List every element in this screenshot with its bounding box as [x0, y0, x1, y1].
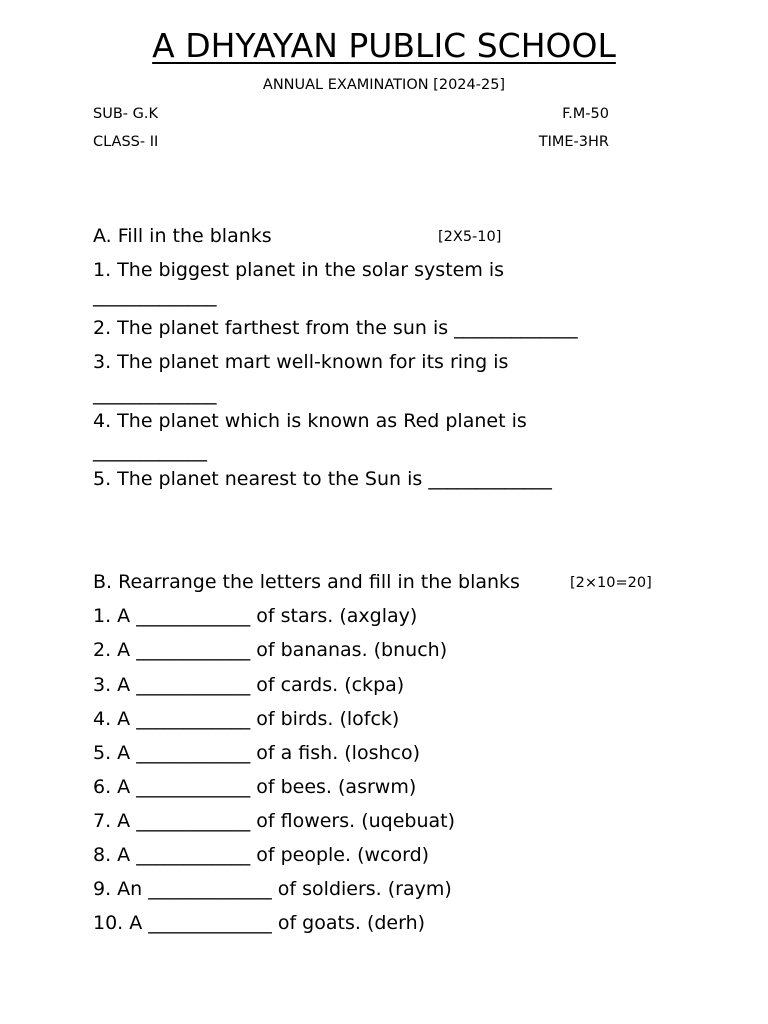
- section-b-line: 7. A ____________ of flowers. (uqebuat): [93, 810, 456, 832]
- section-a-line: 2. The planet farthest from the sun is _____________: [93, 317, 578, 339]
- section-a-line: 4. The planet which is known as Red planet is: [93, 410, 527, 432]
- section-b-line: 6. A ____________ of bees. (asrwm): [93, 776, 417, 798]
- section-a-line: _____________: [93, 383, 217, 405]
- section-a-line: _____________: [93, 285, 217, 307]
- section-b-line: 2. A ____________ of bananas. (bnuch): [93, 639, 448, 661]
- section-b-line: 9. An _____________ of soldiers. (raym): [93, 878, 452, 900]
- full-marks-label: F.M-50: [562, 106, 609, 122]
- time-label: TIME-3HR: [538, 134, 609, 150]
- section-a-line: ____________: [93, 440, 207, 462]
- section-a-line: 1. The biggest planet in the solar system is: [93, 259, 505, 281]
- exam-title: ANNUAL EXAMINATION [2024-25]: [262, 77, 506, 93]
- section-a-marks: [2X5-10]: [438, 229, 502, 245]
- section-a-line: 3. The planet mart well-known for its ring is: [93, 351, 509, 373]
- section-b-line: 1. A ____________ of stars. (axglay): [93, 605, 418, 627]
- class-label: CLASS- II: [93, 134, 159, 150]
- section-b-marks: [2×10=20]: [570, 575, 652, 591]
- school-name-text: A DHYAYAN PUBLIC SCHOOL: [152, 26, 616, 65]
- section-a-line: 5. The planet nearest to the Sun is _____________: [93, 468, 552, 490]
- subject-label: SUB- G.K: [93, 106, 158, 122]
- section-b-line: 8. A ____________ of people. (wcord): [93, 844, 430, 866]
- section-b-heading: B. Rearrange the letters and fill in the blanks: [93, 571, 520, 593]
- school-name: [0, 26, 768, 65]
- section-b-line: 5. A ____________ of a fish. (loshco): [93, 742, 421, 764]
- section-b-line: 3. A ____________ of cards. (ckpa): [93, 674, 405, 696]
- section-a-heading: A. Fill in the blanks: [93, 225, 272, 247]
- section-b-line: 4. A ____________ of birds. (lofck): [93, 708, 400, 730]
- section-b-line: 10. A _____________ of goats. (derh): [93, 912, 426, 934]
